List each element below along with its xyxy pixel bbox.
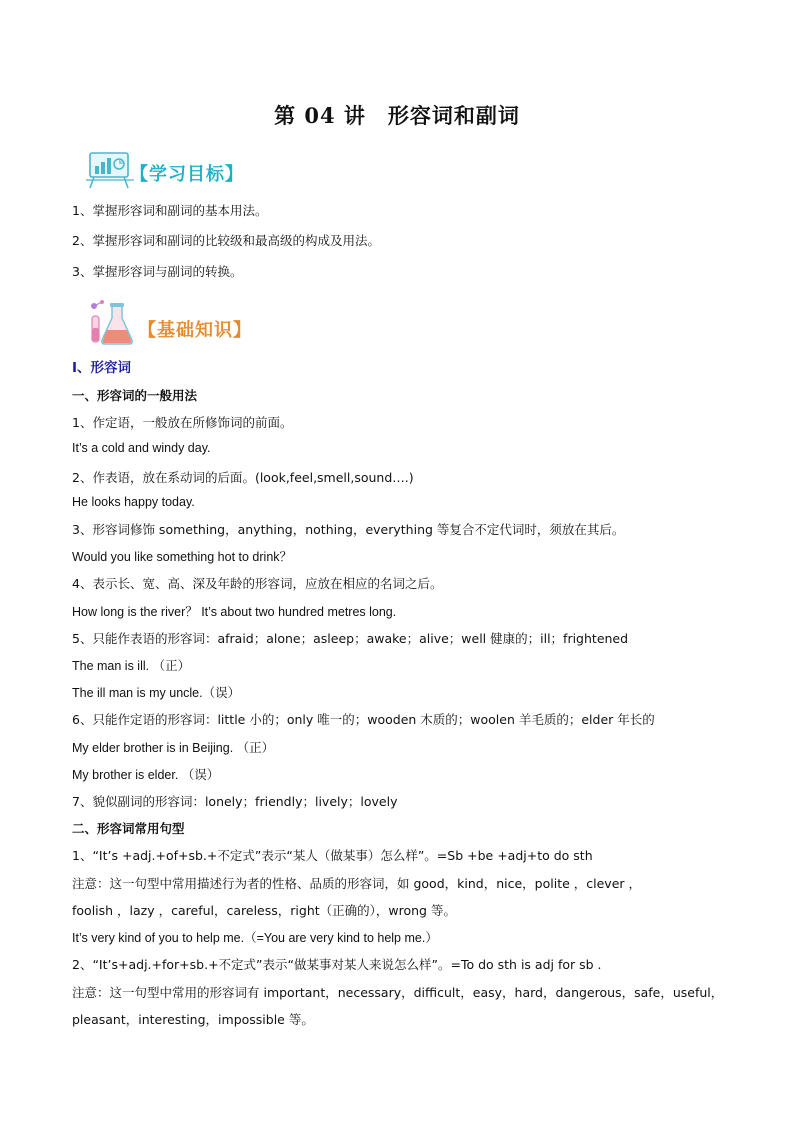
knowledge-title: 【基础知识】 <box>138 320 252 341</box>
rule-line: 2、“It’s+adj.+for+sb.+不定式”表示“做某事对某人来说怎么样”。=To do sth is adj for sb . <box>72 957 602 972</box>
title-lesson-number: 第 04 讲 <box>274 103 366 128</box>
example-sentence: It’s very kind of you to help me.（=You are very kind to help me.） <box>72 931 438 945</box>
example-sentence: My brother is elder. （误） <box>72 768 220 782</box>
rule-line: 3、形容词修饰 something，anything，nothing，everything 等复合不定代词时，须放在其后。 <box>72 522 625 537</box>
rule-line: 4、表示长、宽、高、深及年龄的形容词，应放在相应的名词之后。 <box>72 576 443 591</box>
example-sentence: He looks happy today. <box>72 495 195 509</box>
objective-item: 1、掌握形容词和副词的基本用法。 <box>72 203 268 218</box>
part-heading-adjectives: I、形容词 <box>72 360 132 376</box>
note-line: 注意：这一句型中常用的形容词有 important，necessary，difficult，easy，hard，dangerous，safe，useful， <box>72 985 724 1000</box>
flask-icon <box>86 298 138 348</box>
rule-line: 2、作表语，放在系动词的后面。(look,feel,smell,sound….) <box>72 470 414 485</box>
rule-line: 1、作定语，一般放在所修饰词的前面。 <box>72 415 293 430</box>
example-sentence: Would you like something hot to drink？ <box>72 550 293 564</box>
subheading-general-usage: 一、形容词的一般用法 <box>72 388 198 403</box>
rule-line: 5、只能作表语的形容词：afraid；alone；asleep；awake；alive；well 健康的；ill；frightened <box>72 631 629 646</box>
example-sentence: The man is ill. （正） <box>72 659 191 673</box>
rule-line: 7、貌似副词的形容词：lonely；friendly；lively；lovely <box>72 794 398 809</box>
example-sentence: How long is the river？ It’s about two hundred metres long. <box>72 605 397 619</box>
objectives-title: 【学习目标】 <box>130 164 244 185</box>
note-line: pleasant，interesting，impossible 等。 <box>72 1012 314 1027</box>
objective-item: 2、掌握形容词和副词的比较级和最高级的构成及用法。 <box>72 233 380 248</box>
rule-line: 1、“It’s +adj.+of+sb.+不定式”表示“某人（做某事）怎么样”。=Sb +be +adj+to do sth <box>72 848 593 863</box>
note-line: 注意：这一句型中常用描述行为者的性格、品质的形容词，如 good，kind，nice，polite ，clever ， <box>72 876 641 891</box>
rule-line: 6、只能作定语的形容词：little 小的；only 唯一的；wooden 木质的；woolen 羊毛质的；elder 年长的 <box>72 712 655 727</box>
example-sentence: It’s a cold and windy day. <box>72 441 211 455</box>
example-sentence: My elder brother is in Beijing. （正） <box>72 741 275 755</box>
page-title <box>0 100 794 130</box>
objective-item: 3、掌握形容词与副词的转换。 <box>72 264 243 279</box>
note-line: foolish ，lazy ，careful，careless，right（正确的），wrong 等。 <box>72 903 456 918</box>
title-topic: 形容词和副词 <box>387 103 520 128</box>
example-sentence: The ill man is my uncle.（误） <box>72 686 241 700</box>
subheading-common-patterns: 二、形容词常用句型 <box>72 821 185 836</box>
